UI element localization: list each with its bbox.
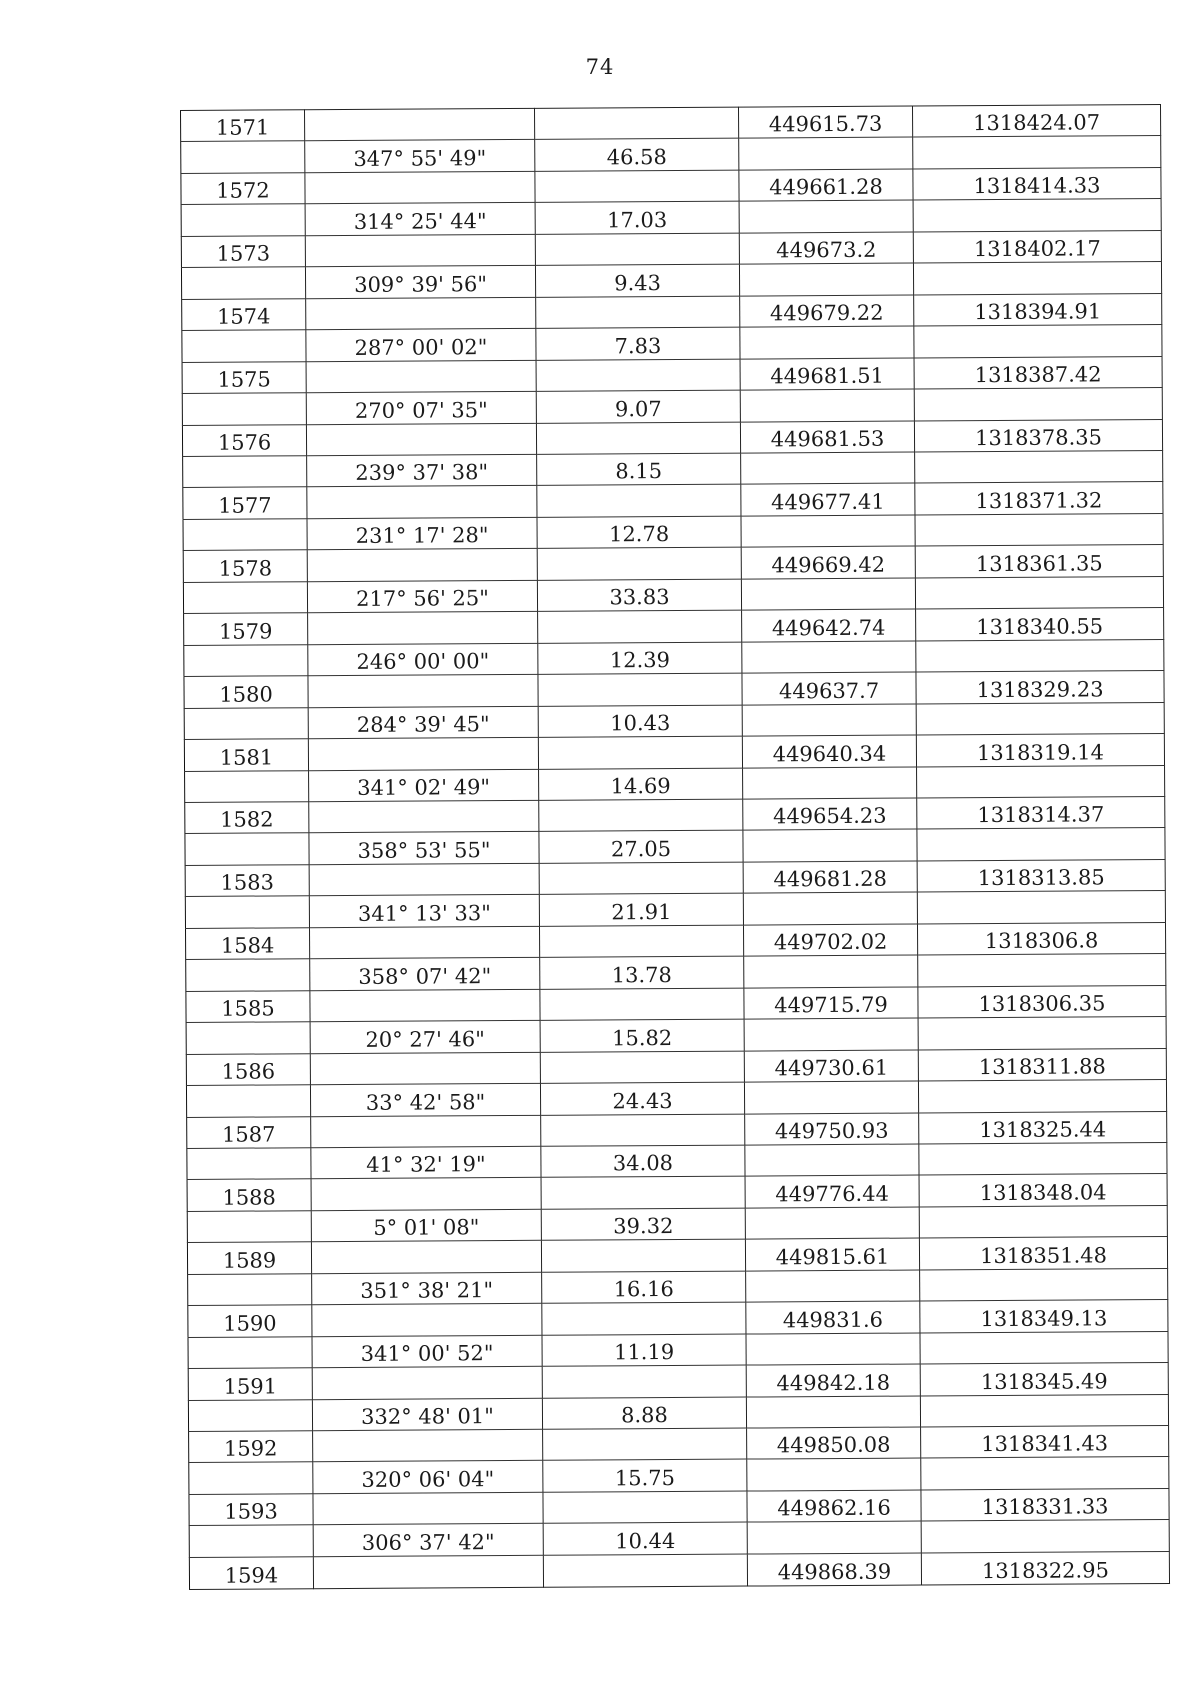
distance-cell	[538, 610, 742, 643]
easting-cell: 449681.28	[743, 861, 917, 894]
northing-cell	[920, 1394, 1168, 1427]
northing-cell: 1318340.55	[916, 608, 1164, 641]
bearing-cell: 358° 07' 42"	[310, 958, 540, 991]
distance-cell: 16.16	[542, 1271, 746, 1304]
easting-cell	[741, 452, 915, 485]
distance-cell	[538, 736, 742, 769]
distance-cell	[543, 1491, 747, 1524]
northing-cell: 1318387.42	[914, 356, 1162, 389]
bearing-cell: 341° 02' 49"	[309, 769, 539, 802]
coordinate-table-container	[180, 104, 1169, 1590]
point-cell: 1586	[186, 1053, 310, 1085]
northing-cell: 1318371.32	[915, 482, 1163, 515]
distance-cell	[542, 1302, 746, 1335]
bearing-cell	[311, 1241, 541, 1274]
point-cell: 1580	[184, 676, 308, 708]
distance-cell	[543, 1428, 747, 1461]
point-cell: 1582	[185, 802, 309, 834]
easting-cell	[746, 1270, 920, 1303]
distance-cell: 15.82	[540, 1019, 744, 1052]
northing-cell: 1318394.91	[914, 293, 1162, 326]
easting-cell	[744, 1081, 918, 1114]
easting-cell: 449681.53	[740, 421, 914, 454]
northing-cell: 1318345.49	[920, 1363, 1168, 1396]
bearing-cell: 287° 00' 02"	[306, 329, 536, 362]
northing-cell: 1318331.33	[921, 1488, 1169, 1521]
bearing-cell: 217° 56' 25"	[307, 580, 537, 613]
easting-cell	[739, 137, 913, 170]
bearing-cell	[306, 360, 536, 393]
bearing-cell	[312, 1366, 542, 1399]
easting-cell: 449776.44	[745, 1175, 919, 1208]
bearing-cell	[308, 737, 538, 770]
northing-cell: 1318306.8	[917, 922, 1165, 955]
distance-cell: 8.15	[537, 453, 741, 486]
bearing-cell	[308, 612, 538, 645]
distance-cell: 13.78	[540, 956, 744, 989]
easting-cell: 449681.51	[740, 358, 914, 391]
distance-cell	[539, 799, 743, 832]
bearing-cell	[306, 297, 536, 330]
easting-cell: 449730.61	[744, 1050, 918, 1083]
point-cell: 1572	[181, 173, 305, 205]
easting-cell	[747, 1458, 921, 1491]
point-cell	[181, 204, 305, 236]
bearing-cell: 309° 39' 56"	[305, 266, 535, 299]
bearing-cell: 320° 06' 04"	[313, 1461, 543, 1494]
easting-cell: 449640.34	[742, 735, 916, 768]
easting-cell	[739, 200, 913, 233]
easting-cell: 449669.42	[741, 546, 915, 579]
bearing-cell: 341° 00' 52"	[312, 1335, 542, 1368]
northing-cell: 1318402.17	[913, 230, 1161, 263]
bearing-cell	[310, 989, 540, 1022]
easting-cell: 449815.61	[745, 1238, 919, 1271]
bearing-cell: 41° 32' 19"	[311, 1146, 541, 1179]
bearing-cell	[305, 234, 535, 267]
northing-cell	[918, 1080, 1166, 1113]
easting-cell: 449661.28	[739, 169, 913, 202]
bearing-cell: 351° 38' 21"	[312, 1272, 542, 1305]
northing-cell	[920, 1331, 1168, 1364]
distance-cell: 9.43	[535, 264, 739, 297]
bearing-cell	[311, 1178, 541, 1211]
bearing-cell: 5° 01' 08"	[311, 1209, 541, 1242]
bearing-cell	[305, 108, 535, 141]
bearing-cell	[311, 1115, 541, 1148]
easting-cell: 449862.16	[747, 1490, 921, 1523]
table-body	[181, 105, 1170, 1590]
point-cell	[183, 519, 307, 551]
northing-cell	[917, 765, 1165, 798]
distance-cell	[537, 547, 741, 580]
northing-cell	[916, 639, 1164, 672]
easting-cell: 449677.41	[741, 483, 915, 516]
distance-cell	[539, 925, 743, 958]
bearing-cell: 33° 42' 58"	[310, 1083, 540, 1116]
point-cell: 1592	[189, 1431, 313, 1463]
easting-cell: 449615.73	[738, 106, 912, 139]
point-cell: 1587	[187, 1116, 311, 1148]
northing-cell: 1318348.04	[919, 1174, 1167, 1207]
distance-cell: 10.43	[538, 705, 742, 738]
easting-cell: 449673.2	[739, 232, 913, 265]
point-cell: 1590	[188, 1305, 312, 1337]
distance-cell: 7.83	[536, 327, 740, 360]
northing-cell	[914, 325, 1162, 358]
distance-cell	[540, 1051, 744, 1084]
northing-cell: 1318378.35	[914, 419, 1162, 452]
easting-cell	[747, 1521, 921, 1554]
easting-cell	[742, 641, 916, 674]
distance-cell: 34.08	[541, 1145, 745, 1178]
point-cell	[182, 393, 306, 425]
distance-cell	[542, 1365, 746, 1398]
bearing-cell: 306° 37' 42"	[313, 1524, 543, 1557]
point-cell	[181, 141, 305, 173]
easting-cell: 449715.79	[744, 987, 918, 1020]
northing-cell	[918, 1017, 1166, 1050]
easting-cell	[744, 1018, 918, 1051]
northing-cell: 1318349.13	[920, 1300, 1168, 1333]
point-cell	[185, 896, 309, 928]
distance-cell: 46.58	[535, 139, 739, 172]
point-cell: 1578	[183, 550, 307, 582]
point-cell	[188, 1399, 312, 1431]
point-cell	[183, 456, 307, 488]
point-cell	[188, 1336, 312, 1368]
northing-cell: 1318414.33	[913, 167, 1161, 200]
distance-cell	[541, 1239, 745, 1272]
distance-cell: 27.05	[539, 830, 743, 863]
northing-cell	[921, 1457, 1169, 1490]
distance-cell	[536, 359, 740, 392]
distance-cell	[537, 485, 741, 518]
northing-cell: 1318351.48	[919, 1237, 1167, 1270]
easting-cell: 449642.74	[742, 609, 916, 642]
easting-cell	[745, 1144, 919, 1177]
distance-cell: 10.44	[543, 1522, 747, 1555]
easting-cell: 449868.39	[747, 1553, 921, 1586]
northing-cell: 1318322.95	[921, 1551, 1169, 1585]
easting-cell: 449750.93	[745, 1113, 919, 1146]
bearing-cell	[309, 863, 539, 896]
point-cell	[187, 1211, 311, 1243]
bearing-cell	[313, 1429, 543, 1462]
bearing-cell: 314° 25' 44"	[305, 203, 535, 236]
bearing-cell	[313, 1492, 543, 1525]
easting-cell: 449842.18	[746, 1364, 920, 1397]
northing-cell: 1318325.44	[919, 1111, 1167, 1144]
distance-cell	[539, 862, 743, 895]
easting-cell	[744, 955, 918, 988]
distance-cell	[534, 107, 738, 140]
easting-cell	[743, 892, 917, 925]
point-cell	[187, 1148, 311, 1180]
bearing-cell: 20° 27' 46"	[310, 1020, 540, 1053]
bearing-cell	[313, 1555, 543, 1589]
point-cell	[184, 707, 308, 739]
northing-cell: 1318306.35	[918, 985, 1166, 1018]
point-cell: 1584	[185, 928, 309, 960]
distance-cell: 12.78	[537, 516, 741, 549]
point-cell: 1573	[181, 236, 305, 268]
point-cell	[182, 330, 306, 362]
point-cell	[186, 1022, 310, 1054]
point-cell: 1575	[182, 361, 306, 393]
northing-cell: 1318341.43	[921, 1426, 1169, 1459]
point-cell	[186, 1085, 310, 1117]
point-cell: 1591	[188, 1368, 312, 1400]
point-cell: 1588	[187, 1179, 311, 1211]
bearing-cell	[309, 800, 539, 833]
point-cell	[186, 959, 310, 991]
point-cell	[189, 1525, 313, 1557]
point-cell: 1577	[183, 487, 307, 519]
northing-cell	[916, 702, 1164, 735]
point-cell	[189, 1462, 313, 1494]
easting-cell	[746, 1333, 920, 1366]
distance-cell: 17.03	[535, 201, 739, 234]
northing-cell	[913, 136, 1161, 169]
distance-cell	[541, 1176, 745, 1209]
northing-cell: 1318311.88	[918, 1048, 1166, 1081]
northing-cell	[917, 828, 1165, 861]
northing-cell: 1318313.85	[917, 859, 1165, 892]
bearing-cell: 231° 17' 28"	[307, 517, 537, 550]
northing-cell: 1318314.37	[917, 796, 1165, 829]
easting-cell	[741, 515, 915, 548]
bearing-cell	[305, 171, 535, 204]
easting-cell	[740, 326, 914, 359]
easting-cell: 449850.08	[747, 1427, 921, 1460]
northing-cell: 1318424.07	[912, 105, 1160, 138]
northing-cell	[921, 1520, 1169, 1553]
distance-cell: 14.69	[539, 768, 743, 801]
bearing-cell	[307, 549, 537, 582]
northing-cell: 1318329.23	[916, 671, 1164, 704]
distance-cell: 15.75	[543, 1460, 747, 1493]
point-cell: 1589	[187, 1242, 311, 1274]
point-cell: 1594	[189, 1557, 313, 1590]
distance-cell	[536, 422, 740, 455]
point-cell: 1593	[189, 1494, 313, 1526]
point-cell: 1571	[181, 110, 305, 142]
easting-cell	[741, 578, 915, 611]
point-cell	[188, 1273, 312, 1305]
northing-cell	[915, 576, 1163, 609]
northing-cell: 1318319.14	[916, 734, 1164, 767]
distance-cell	[535, 170, 739, 203]
distance-cell: 33.83	[537, 579, 741, 612]
bearing-cell	[306, 423, 536, 456]
easting-cell	[742, 704, 916, 737]
bearing-cell: 332° 48' 01"	[312, 1398, 542, 1431]
easting-cell	[743, 767, 917, 800]
bearing-cell: 239° 37' 38"	[307, 454, 537, 487]
easting-cell	[739, 263, 913, 296]
point-cell	[183, 582, 307, 614]
bearing-cell	[308, 674, 538, 707]
northing-cell	[914, 388, 1162, 421]
bearing-cell: 270° 07' 35"	[306, 391, 536, 424]
bearing-cell: 246° 00' 00"	[308, 643, 538, 676]
distance-cell	[535, 233, 739, 266]
bearing-cell: 358° 53' 55"	[309, 832, 539, 865]
point-cell	[184, 644, 308, 676]
northing-cell	[918, 954, 1166, 987]
distance-cell	[538, 673, 742, 706]
point-cell: 1576	[182, 424, 306, 456]
distance-cell: 9.07	[536, 390, 740, 423]
distance-cell: 8.88	[542, 1397, 746, 1430]
distance-cell	[543, 1554, 747, 1587]
easting-cell: 449702.02	[743, 924, 917, 957]
point-cell: 1583	[185, 865, 309, 897]
point-cell: 1585	[186, 990, 310, 1022]
easting-cell: 449679.22	[740, 295, 914, 328]
easting-cell: 449637.7	[742, 672, 916, 705]
bearing-cell: 341° 13' 33"	[309, 895, 539, 928]
northing-cell	[913, 199, 1161, 232]
distance-cell: 39.32	[541, 1208, 745, 1241]
northing-cell	[915, 513, 1163, 546]
northing-cell: 1318361.35	[915, 545, 1163, 578]
northing-cell	[920, 1268, 1168, 1301]
bearing-cell: 347° 55' 49"	[305, 140, 535, 173]
point-cell: 1581	[184, 739, 308, 771]
distance-cell	[540, 988, 744, 1021]
distance-cell: 24.43	[540, 1082, 744, 1115]
bearing-cell	[312, 1304, 542, 1337]
easting-cell	[745, 1207, 919, 1240]
distance-cell: 21.91	[539, 893, 743, 926]
northing-cell	[915, 450, 1163, 483]
bearing-cell: 284° 39' 45"	[308, 706, 538, 739]
northing-cell	[919, 1142, 1167, 1175]
easting-cell	[743, 829, 917, 862]
northing-cell	[913, 262, 1161, 295]
point-cell	[185, 833, 309, 865]
coordinate-table	[180, 104, 1170, 1590]
distance-cell: 11.19	[542, 1334, 746, 1367]
table-row	[189, 1551, 1169, 1589]
easting-cell	[746, 1396, 920, 1429]
point-cell: 1574	[182, 298, 306, 330]
easting-cell: 449654.23	[743, 798, 917, 831]
distance-cell: 12.39	[538, 642, 742, 675]
page-number: 74	[585, 55, 615, 79]
distance-cell	[541, 1114, 745, 1147]
bearing-cell	[309, 926, 539, 959]
point-cell	[185, 770, 309, 802]
easting-cell: 449831.6	[746, 1301, 920, 1334]
bearing-cell	[307, 486, 537, 519]
point-cell: 1579	[184, 613, 308, 645]
bearing-cell	[310, 1052, 540, 1085]
point-cell	[181, 267, 305, 299]
easting-cell	[740, 389, 914, 422]
northing-cell	[919, 1205, 1167, 1238]
northing-cell	[917, 891, 1165, 924]
distance-cell	[536, 296, 740, 329]
